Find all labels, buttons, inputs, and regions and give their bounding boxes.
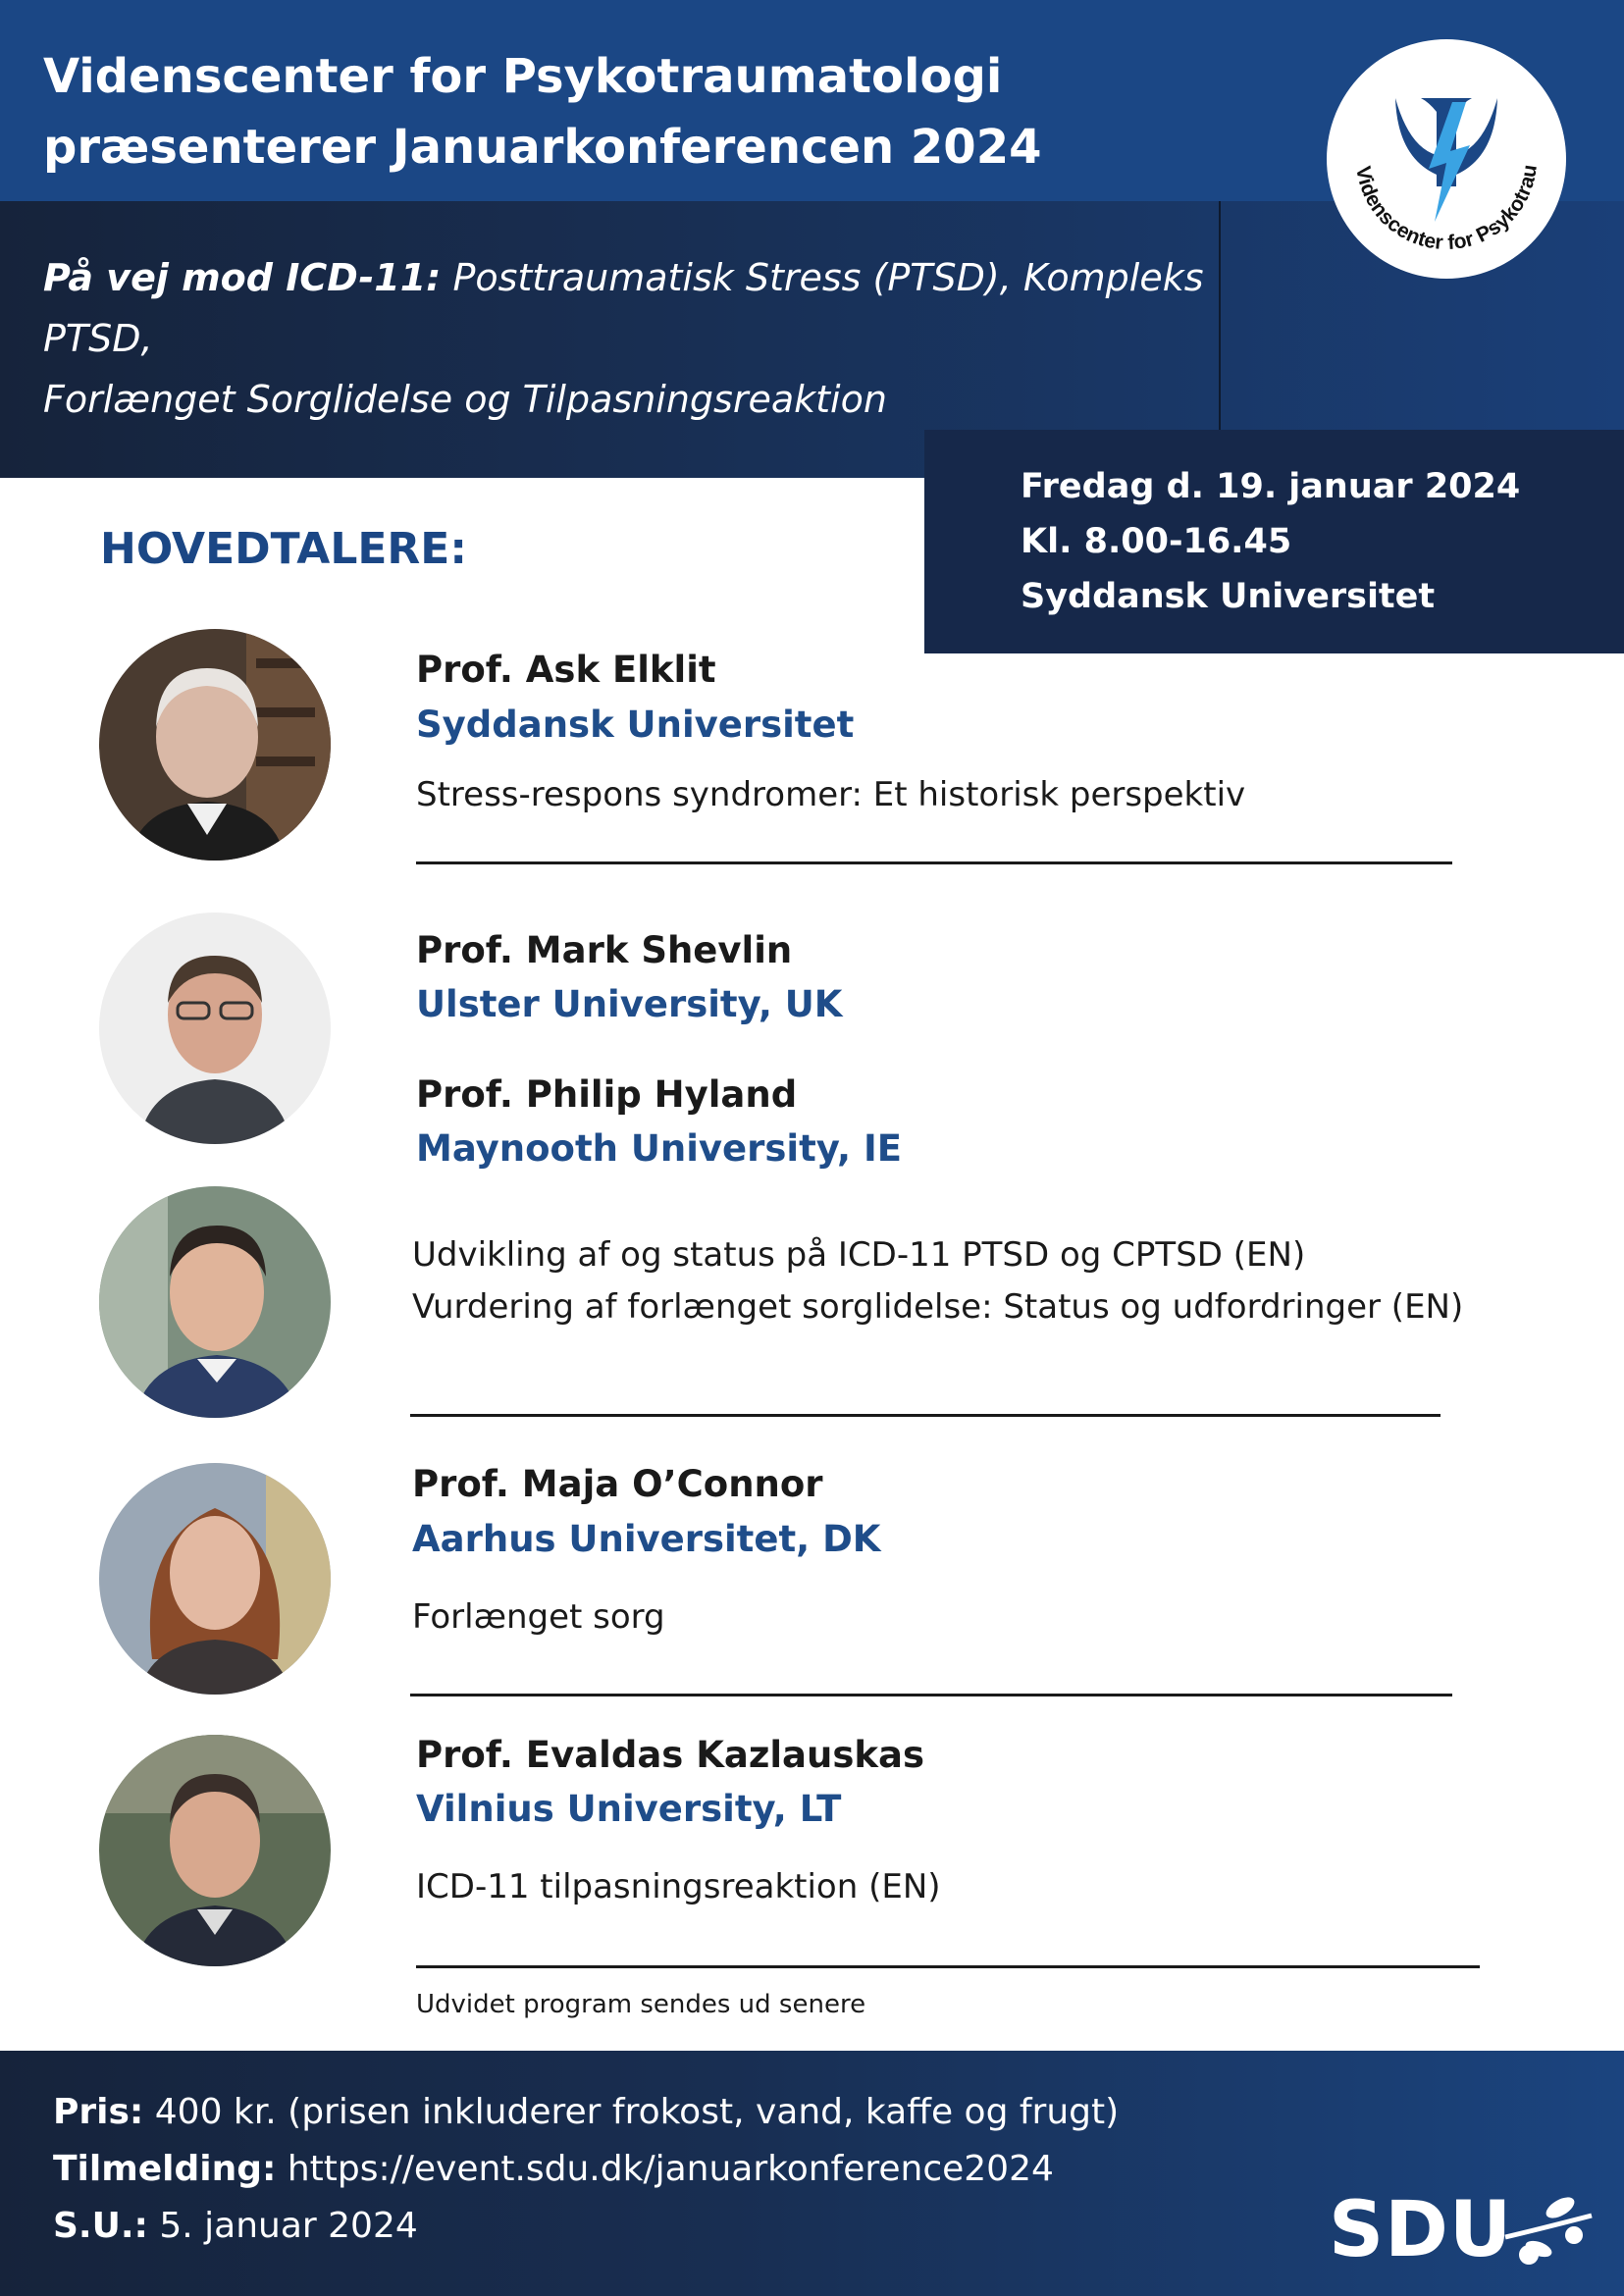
videnscenter-logo	[1327, 39, 1566, 279]
sdu-branch-icon	[1499, 2186, 1598, 2274]
speaker-affiliation: Maynooth University, IE	[416, 1127, 903, 1170]
subtitle-line-1	[43, 247, 1319, 369]
subtitle	[43, 247, 1319, 430]
talk-title: Forlænget sorg	[412, 1597, 665, 1637]
talk-title: Vurdering af forlænget sorglidelse: Status og udfordringer (EN)	[412, 1287, 1464, 1327]
svg-text:Videnscenter for Psykotraumato	[1327, 39, 1542, 254]
deadline-label: S.U.:	[53, 2206, 148, 2246]
program-note: Udvidet program sendes ud senere	[416, 1990, 866, 2019]
speaker-name: Prof. Evaldas Kazlauskas	[416, 1734, 924, 1776]
speaker-photo-elklit	[99, 629, 331, 861]
subtitle-line-2: Forlænget Sorglidelse og Tilpasningsreaktion	[43, 378, 887, 421]
talk-title: ICD-11 tilpasningsreaktion (EN)	[416, 1867, 941, 1906]
sdu-logo-text: SDU	[1329, 2186, 1513, 2274]
speaker-affiliation: Vilnius University, LT	[416, 1788, 842, 1830]
divider-rule	[410, 1694, 1452, 1696]
section-heading: HOVEDTALERE:	[100, 524, 467, 574]
page-title	[43, 41, 1270, 183]
price-value: 400 kr. (prisen inkluderer frokost, vand, kaffe og frugt)	[143, 2092, 1120, 2132]
event-info-box	[924, 430, 1624, 653]
divider-rule	[416, 1965, 1480, 1968]
speaker-photo-oconnor	[99, 1463, 331, 1695]
logo-text: Videnscenter for Psykotrau	[1351, 163, 1542, 255]
event-time: Kl. 8.00-16.45	[1021, 522, 1292, 561]
speaker-name: Prof. Mark Shevlin	[416, 929, 793, 971]
signup-link[interactable]: https://event.sdu.dk/januarkonference2024	[276, 2149, 1054, 2189]
speaker-photo-shevlin	[99, 913, 331, 1144]
speaker-name: Prof. Ask Elklit	[416, 649, 716, 691]
speaker-affiliation: Aarhus Universitet, DK	[412, 1518, 881, 1560]
speaker-name: Prof. Philip Hyland	[416, 1073, 798, 1116]
speaker-photo-hyland	[99, 1186, 331, 1418]
psi-lightning-logo-icon	[1327, 39, 1566, 279]
speaker-photo-kazlauskas	[99, 1735, 331, 1966]
deadline-value: 5. januar 2024	[147, 2206, 418, 2246]
subtitle-rest: Posttraumatisk Stress (PTSD), Kompleks PTSD,	[43, 256, 1204, 360]
talk-title: Udvikling af og status på ICD-11 PTSD og CPTSD (EN)	[412, 1235, 1306, 1275]
deadline-line	[53, 2204, 418, 2249]
title-line-2: præsenterer Januarkonferencen 2024	[43, 120, 1042, 175]
event-venue: Syddansk Universitet	[1021, 577, 1436, 616]
event-date: Fredag d. 19. januar 2024	[1021, 467, 1521, 506]
speaker-affiliation: Ulster University, UK	[416, 983, 843, 1025]
divider-rule	[410, 1414, 1441, 1417]
subtitle-lead: På vej mod ICD-11:	[43, 256, 442, 299]
signup-line	[53, 2147, 1054, 2192]
price-label: Pris:	[53, 2092, 144, 2132]
speaker-affiliation: Syddansk Universitet	[416, 704, 855, 746]
price-line	[53, 2090, 1119, 2135]
signup-label: Tilmelding:	[53, 2149, 277, 2189]
title-line-1: Videnscenter for Psykotraumatologi	[43, 49, 1003, 104]
talk-title: Stress-respons syndromer: Et historisk perspektiv	[416, 775, 1246, 814]
divider-rule	[416, 861, 1452, 864]
speaker-name: Prof. Maja O’Connor	[412, 1463, 823, 1505]
